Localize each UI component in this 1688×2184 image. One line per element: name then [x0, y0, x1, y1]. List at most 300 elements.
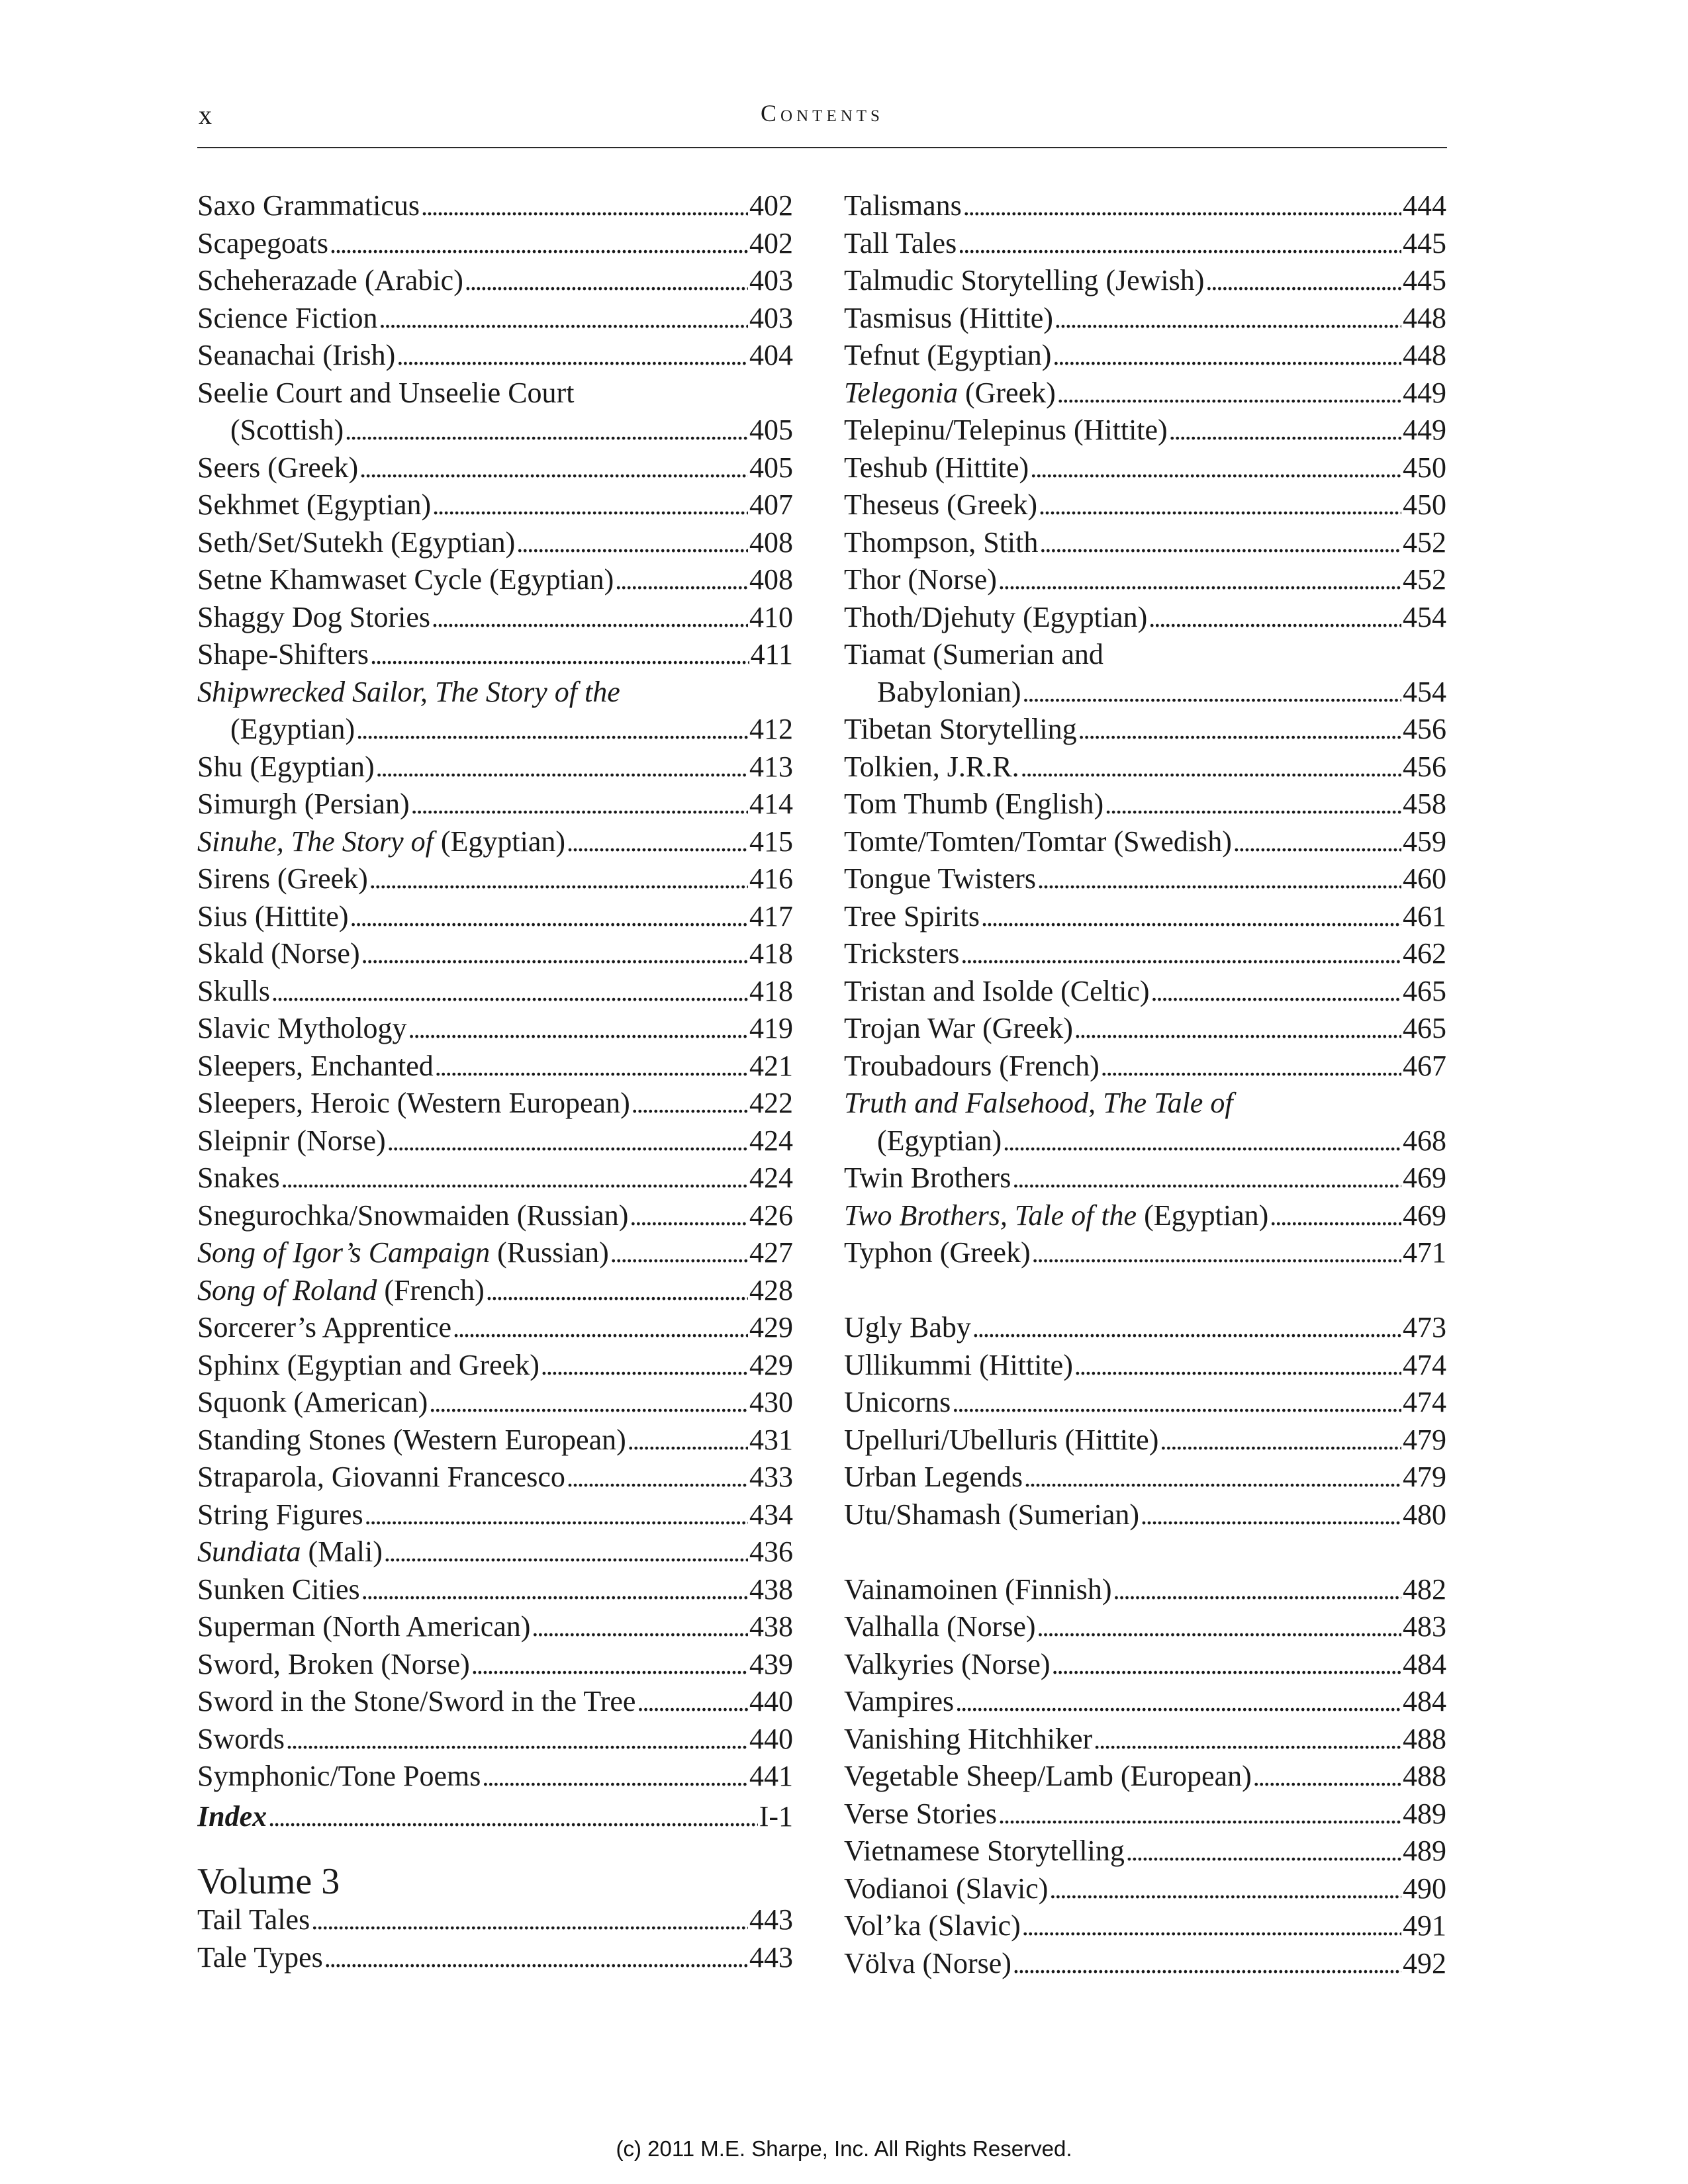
toc-entry-page: 468: [1403, 1124, 1446, 1157]
toc-entry-title: Scheherazade (Arabic): [197, 264, 463, 296]
toc-entry-title: Skald (Norse): [197, 937, 360, 970]
toc-entry-teshub-hittite[interactable]: [844, 449, 1446, 487]
running-head: Contents: [761, 100, 884, 126]
toc-entry-title: Teshub (Hittite): [844, 451, 1029, 484]
dot-leader: [955, 1683, 1401, 1721]
dot-leader: [311, 1901, 748, 1939]
dot-leader: [610, 1234, 748, 1272]
toc-entry-page: 431: [749, 1423, 793, 1456]
toc-entry-title: Troubadours (French): [844, 1049, 1100, 1082]
toc-entry-title: Vietnamese Storytelling: [844, 1835, 1125, 1867]
toc-entry-page: 416: [749, 862, 793, 895]
toc-entry-title: Thompson, Stith: [844, 525, 1039, 559]
toc-entry-tefnut-egyptian[interactable]: [844, 337, 1446, 375]
toc-entry-sundiata-mali[interactable]: [197, 1533, 793, 1571]
toc-entry-title: Talismans: [844, 189, 962, 222]
toc-entry-title: Sius (Hittite): [197, 899, 349, 933]
toc-entry-title: Tibetan Storytelling: [844, 713, 1077, 745]
toc-entry-page: 452: [1403, 563, 1446, 596]
toc-entry-page: 430: [749, 1386, 793, 1418]
toc-entry-thor-norse[interactable]: [844, 561, 1446, 599]
toc-entry-sleipnir-norse[interactable]: [197, 1122, 793, 1160]
toc-entry-page: 445: [1403, 226, 1446, 259]
toc-entry-page: 465: [1403, 1012, 1446, 1044]
dot-leader: [1030, 449, 1401, 487]
toc-entry-title: Sword, Broken (Norse): [197, 1647, 470, 1680]
toc-entry-sius-hittite[interactable]: [197, 898, 793, 936]
toc-entry-standing-stones-western-european[interactable]: [197, 1422, 793, 1459]
toc-entry-title: Sunken Cities: [197, 1572, 360, 1606]
toc-entry-upelluri-ubelluris-hittite[interactable]: [844, 1422, 1446, 1459]
toc-entry-page: 402: [749, 189, 793, 222]
dot-leader: [345, 412, 748, 449]
toc-entry-page: 433: [749, 1461, 793, 1493]
dot-leader: [1021, 749, 1401, 786]
toc-entry-title: Simurgh (Persian): [197, 788, 410, 820]
toc-entry-page: 405: [749, 414, 793, 446]
toc-entry-seth-set-sutekh-egyptian[interactable]: [197, 524, 793, 562]
toc-entry-page: 473: [1403, 1311, 1446, 1343]
toc-entry-title: Shaggy Dog Stories: [197, 600, 430, 633]
toc-entry-tomte-tomten-tomtar-swedish[interactable]: [844, 823, 1446, 861]
toc-entry-title: Tefnut (Egyptian): [844, 339, 1052, 371]
toc-entry-page: 474: [1403, 1348, 1446, 1381]
toc-entry-unicorns[interactable]: [844, 1384, 1446, 1422]
toc-entry-trojan-war-greek[interactable]: [844, 1010, 1446, 1048]
toc-entry-vol-ka-slavic[interactable]: [844, 1907, 1446, 1945]
dot-leader: [387, 1122, 748, 1160]
dot-leader: [1057, 375, 1401, 412]
toc-entry-title: Standing Stones (Western European): [197, 1423, 626, 1456]
toc-entry-title: Ugly Baby: [844, 1311, 971, 1343]
toc-entry-page: 440: [749, 1685, 793, 1717]
dot-leader: [1126, 1833, 1401, 1870]
toc-entry-title: Shipwrecked Sailor, The Story of the: [197, 675, 620, 708]
dot-leader: [628, 1422, 748, 1459]
toc-entry-title: Two Brothers, Tale of the (Egyptian): [844, 1199, 1269, 1232]
toc-entry-title: Slavic Mythology: [197, 1012, 407, 1044]
dot-leader: [1205, 262, 1401, 300]
toc-entry-sphinx-egyptian-and-greek[interactable]: [197, 1347, 793, 1385]
toc-entry-index[interactable]: [197, 1798, 793, 1836]
toc-entry-page: 404: [749, 339, 793, 371]
dot-leader: [1052, 1646, 1401, 1684]
dot-leader: [1049, 1870, 1401, 1908]
toc-entry-sunken-cities[interactable]: [197, 1571, 793, 1609]
toc-entry-sword-broken-norse[interactable]: [197, 1646, 793, 1684]
toc-entry-song-of-roland-french[interactable]: [197, 1272, 793, 1310]
toc-entry-page: 454: [1403, 675, 1446, 708]
toc-entry-symphonic-tone-poems[interactable]: [197, 1758, 793, 1796]
dot-leader: [1141, 1496, 1401, 1534]
toc-entry-page: 490: [1403, 1872, 1446, 1905]
toc-entry-page: 448: [1403, 301, 1446, 334]
toc-entry-tricksters[interactable]: [844, 935, 1446, 973]
toc-entry-skald-norse[interactable]: [197, 935, 793, 973]
toc-entry-title: Tall Tales: [844, 226, 957, 259]
toc-entry-page: 429: [749, 1311, 793, 1343]
toc-entry-typhon-greek[interactable]: [844, 1234, 1446, 1272]
toc-entry-title: Sinuhe, The Story of (Egyptian): [197, 825, 566, 858]
toc-entry-slavic-mythology[interactable]: [197, 1010, 793, 1048]
dot-leader: [1022, 1907, 1401, 1945]
toc-entry-page: 480: [1403, 1498, 1446, 1531]
dot-leader: [268, 1798, 758, 1836]
toc-entry-title: Sphinx (Egyptian and Greek): [197, 1348, 539, 1381]
toc-entry-page: 445: [1403, 264, 1446, 296]
toc-entry-page: 462: [1403, 937, 1446, 970]
toc-entry-two-brothers-tale-of-the-egyptian[interactable]: [844, 1197, 1446, 1235]
toc-entry-title: Typhon (Greek): [844, 1236, 1031, 1269]
toc-entry-title: Tolkien, J.R.R.: [844, 750, 1019, 783]
section-spacer: [844, 1533, 1446, 1571]
dot-leader: [1233, 823, 1401, 861]
toc-entry-title: (Scottish): [230, 414, 344, 446]
toc-entry-ugly-baby[interactable]: [844, 1309, 1446, 1347]
dot-leader: [271, 973, 748, 1011]
toc-entry-vodianoi-slavic[interactable]: [844, 1870, 1446, 1908]
dot-leader: [615, 561, 748, 599]
dot-leader: [1012, 1160, 1401, 1197]
toc-entry-page: 424: [749, 1161, 793, 1194]
toc-entry-scheherazade-arabic[interactable]: [197, 262, 793, 300]
dot-leader: [637, 1683, 748, 1721]
toc-entry-page: 405: [749, 451, 793, 484]
toc-entry-title: Tail Tales: [197, 1903, 310, 1936]
dot-leader: [567, 823, 748, 861]
toc-entry-page: 449: [1403, 376, 1446, 409]
toc-entry-page: 471: [1403, 1236, 1446, 1269]
dot-leader: [453, 1309, 748, 1347]
dot-leader: [532, 1608, 748, 1646]
toc-entry-vampires[interactable]: [844, 1683, 1446, 1721]
toc-entry-shaggy-dog-stories[interactable]: [197, 599, 793, 637]
dot-leader: [1053, 337, 1401, 375]
dot-leader: [369, 860, 748, 898]
toc-entry-twin-brothers[interactable]: [844, 1160, 1446, 1197]
toc-entry-title: Scapegoats: [197, 226, 328, 259]
toc-entry-title: Valkyries (Norse): [844, 1647, 1051, 1680]
toc-entry-tasmisus-hittite[interactable]: [844, 300, 1446, 338]
toc-entry-page: 479: [1403, 1461, 1446, 1493]
toc-entry-title: Tiamat (Sumerian and: [844, 638, 1103, 670]
toc-entry-title: Symphonic/Tone Poems: [197, 1760, 481, 1792]
toc-entry-string-figures[interactable]: [197, 1496, 793, 1534]
toc-entry-sorcerer-s-apprentice[interactable]: [197, 1309, 793, 1347]
dot-leader: [630, 1197, 748, 1235]
toc-entry-seelie-court-and-unseelie-court[interactable]: [197, 375, 793, 412]
dot-leader: [324, 1939, 748, 1977]
toc-entry-page: 450: [1403, 451, 1446, 484]
toc-entry-sword-in-the-stone-sword-in-the-tree[interactable]: [197, 1683, 793, 1721]
toc-entry-setne-khamwaset-cycle-egyptian[interactable]: [197, 561, 793, 599]
toc-entry-page: 421: [749, 1049, 793, 1082]
page-number: x: [199, 100, 212, 130]
toc-entry-page: 424: [749, 1124, 793, 1157]
dot-leader: [397, 337, 748, 375]
dot-leader: [567, 1459, 748, 1496]
toc-entry-saxo-grammaticus[interactable]: [197, 187, 793, 225]
toc-entry-title: Verse Stories: [844, 1797, 997, 1830]
toc-entry-sleepers-enchanted[interactable]: [197, 1048, 793, 1085]
toc-entry-page: 426: [749, 1199, 793, 1232]
toc-entry-page: 492: [1403, 1946, 1446, 1979]
toc-entry-title: Truth and Falsehood, The Tale of: [844, 1087, 1233, 1119]
toc-entry-truth-and-falsehood-the-tale-of[interactable]: [844, 1085, 1446, 1122]
dot-leader: [350, 898, 748, 936]
toc-entry-page: 440: [749, 1722, 793, 1755]
toc-entry-title: Snegurochka/Snowmaiden (Russian): [197, 1199, 629, 1232]
toc-entry-telepinu-telepinus-hittite[interactable]: [844, 412, 1446, 449]
toc-entry-title: Vol’ka (Slavic): [844, 1909, 1021, 1942]
toc-entry-title: Science Fiction: [197, 301, 378, 334]
toc-entry-utu-shamash-sumerian[interactable]: [844, 1496, 1446, 1534]
toc-entry-science-fiction[interactable]: [197, 300, 793, 338]
toc-entry-tom-thumb-english[interactable]: [844, 786, 1446, 823]
toc-entry-title: Thor (Norse): [844, 563, 997, 596]
toc-entry-v-lva-norse[interactable]: [844, 1945, 1446, 1983]
toc-entry-title: Sleipnir (Norse): [197, 1124, 386, 1157]
dot-leader: [952, 1384, 1401, 1422]
toc-entry-superman-north-american[interactable]: [197, 1608, 793, 1646]
dot-leader: [1149, 599, 1401, 637]
toc-entry-sirens-greek[interactable]: [197, 860, 793, 898]
right-column: [844, 187, 1446, 1982]
toc-entry-tail-tales[interactable]: [197, 1901, 793, 1939]
toc-entry-title: Tricksters: [844, 937, 960, 970]
toc-entry-title: Sleepers, Enchanted: [197, 1049, 434, 1082]
toc-entry-swords[interactable]: [197, 1721, 793, 1758]
toc-entry-squonk-american[interactable]: [197, 1384, 793, 1422]
toc-entry-title: Shu (Egyptian): [197, 750, 375, 783]
toc-entry-page: 411: [750, 638, 793, 670]
toc-entry-page: 418: [749, 974, 793, 1007]
toc-entry-tristan-and-isolde-celtic[interactable]: [844, 973, 1446, 1011]
toc-entry-page: 489: [1403, 1835, 1446, 1867]
toc-entry-simurgh-persian[interactable]: [197, 786, 793, 823]
toc-entry-title: Vainamoinen (Finnish): [844, 1572, 1112, 1606]
toc-entry-vanishing-hitchhiker[interactable]: [844, 1721, 1446, 1758]
toc-entry-theseus-greek[interactable]: [844, 486, 1446, 524]
toc-entry-page: 484: [1403, 1647, 1446, 1680]
dot-leader: [384, 1533, 748, 1571]
toc-entry-shu-egyptian[interactable]: [197, 749, 793, 786]
toc-entry-telegonia-greek[interactable]: [844, 375, 1446, 412]
toc-entry-tiamat-sumerian-and[interactable]: [844, 636, 1446, 674]
toc-entry-page: 410: [749, 600, 793, 633]
toc-entry-vegetable-sheep-lamb-european[interactable]: [844, 1758, 1446, 1796]
toc-entry-snakes[interactable]: [197, 1160, 793, 1197]
toc-entry-tall-tales[interactable]: [844, 225, 1446, 263]
toc-entry-title: Sekhmet (Egyptian): [197, 488, 432, 521]
toc-entry-shape-shifters[interactable]: [197, 636, 793, 674]
toc-entry-page: 412: [749, 713, 793, 745]
toc-entry-page: 448: [1403, 339, 1446, 371]
toc-entry-title: String Figures: [197, 1498, 363, 1531]
dot-leader: [972, 1309, 1401, 1347]
toc-entry-page: 402: [749, 226, 793, 259]
dot-leader: [330, 225, 748, 263]
volume-heading: Volume 3: [197, 1861, 340, 1902]
dot-leader: [286, 1721, 748, 1758]
toc-entry-page: 488: [1403, 1760, 1446, 1792]
toc-entry-title: Trojan War (Greek): [844, 1012, 1073, 1044]
dot-leader: [998, 561, 1401, 599]
toc-entry-page: 403: [749, 301, 793, 334]
dot-leader: [376, 749, 748, 786]
toc-entry-page: 482: [1403, 1572, 1446, 1606]
toc-entry-title: Sorcerer’s Apprentice: [197, 1311, 452, 1343]
dot-leader: [1037, 1608, 1401, 1646]
dot-leader: [359, 449, 748, 487]
toc-entry-title: Twin Brothers: [844, 1161, 1011, 1194]
dot-leader: [981, 898, 1401, 936]
toc-entry-title: Tasmisus (Hittite): [844, 301, 1053, 334]
toc-entry-urban-legends[interactable]: [844, 1459, 1446, 1496]
toc-entry-seers-greek[interactable]: [197, 449, 793, 487]
toc-entry-page: 489: [1403, 1797, 1446, 1830]
toc-entry-vietnamese-storytelling[interactable]: [844, 1833, 1446, 1870]
toc-entry-page: 438: [749, 1610, 793, 1643]
toc-entry-title: (Egyptian): [230, 713, 355, 745]
toc-entry-page: 456: [1403, 750, 1446, 783]
toc-entry-vainamoinen-finnish[interactable]: [844, 1571, 1446, 1609]
toc-entry-page: 465: [1403, 974, 1446, 1007]
toc-entry-title: Talmudic Storytelling (Jewish): [844, 264, 1205, 296]
toc-entry-title: Tristan and Isolde (Celtic): [844, 974, 1150, 1007]
dot-leader: [465, 262, 748, 300]
toc-entry-title: Tom Thumb (English): [844, 788, 1104, 820]
dot-leader: [1074, 1347, 1401, 1385]
toc-entry-scottish[interactable]: [197, 412, 793, 449]
toc-entry-song-of-igor-s-campaign-russian[interactable]: [197, 1234, 793, 1272]
toc-entry-page: 403: [749, 264, 793, 296]
toc-entry-troubadours-french[interactable]: [844, 1048, 1446, 1085]
toc-entry-title: Setne Khamwaset Cycle (Egyptian): [197, 563, 614, 596]
dot-leader: [961, 935, 1401, 973]
toc-entry-thompson-stith[interactable]: [844, 524, 1446, 562]
toc-entry-title: Seanachai (Irish): [197, 339, 396, 371]
toc-entry-title: Vodianoi (Slavic): [844, 1872, 1049, 1905]
toc-entry-title: Snakes: [197, 1161, 280, 1194]
toc-entry-thoth-djehuty-egyptian[interactable]: [844, 599, 1446, 637]
toc-entry-page: 422: [749, 1087, 793, 1119]
toc-entry-title: Tale Types: [197, 1940, 323, 1974]
toc-entry-valhalla-norse[interactable]: [844, 1608, 1446, 1646]
toc-entry-title: Swords: [197, 1722, 285, 1755]
dot-leader: [1105, 786, 1401, 823]
toc-entry-page: 419: [749, 1012, 793, 1044]
toc-entry-shipwrecked-sailor-the-story-of-the[interactable]: [197, 674, 793, 711]
dot-leader: [432, 486, 748, 524]
toc-entry-babylonian[interactable]: [844, 674, 1446, 711]
toc-entry-title: Vampires: [844, 1685, 955, 1717]
toc-entry-ullikummi-hittite[interactable]: [844, 1347, 1446, 1385]
toc-entry-page: 467: [1403, 1049, 1446, 1082]
toc-entry-page: 469: [1403, 1199, 1446, 1232]
toc-entry-sinuhe-the-story-of-egyptian[interactable]: [197, 823, 793, 861]
toc-entry-title: Tree Spirits: [844, 899, 980, 933]
toc-entry-tibetan-storytelling[interactable]: [844, 711, 1446, 749]
toc-entry-tolkien-j-r-r[interactable]: [844, 749, 1446, 786]
dot-leader: [1160, 1422, 1401, 1459]
toc-entry-title: Sword in the Stone/Sword in the Tree: [197, 1685, 636, 1717]
dot-leader: [435, 1048, 748, 1085]
toc-entry-snegurochka-snowmaiden-russian[interactable]: [197, 1197, 793, 1235]
toc-entry-tongue-twisters[interactable]: [844, 860, 1446, 898]
dot-leader: [1024, 1459, 1401, 1496]
dot-leader: [998, 1796, 1401, 1833]
toc-entry-page: 491: [1403, 1909, 1446, 1942]
toc-entry-skulls[interactable]: [197, 973, 793, 1011]
toc-entry-verse-stories[interactable]: [844, 1796, 1446, 1833]
dot-leader: [361, 935, 748, 973]
toc-entry-page: 415: [749, 825, 793, 858]
toc-entry-title: Sleepers, Heroic (Western European): [197, 1087, 630, 1119]
dot-leader: [1253, 1758, 1401, 1796]
toc-entry-page: 484: [1403, 1685, 1446, 1717]
toc-entry-valkyries-norse[interactable]: [844, 1646, 1446, 1684]
toc-entry-title: Urban Legends: [844, 1461, 1023, 1493]
dot-leader: [411, 786, 748, 823]
dot-leader: [1113, 1571, 1401, 1609]
toc-entry-tree-spirits[interactable]: [844, 898, 1446, 936]
toc-entry-straparola-giovanni-francesco[interactable]: [197, 1459, 793, 1496]
toc-entry-title: Shape-Shifters: [197, 638, 369, 670]
toc-entry-page: 428: [749, 1273, 793, 1306]
toc-entry-seanachai-irish[interactable]: [197, 337, 793, 375]
toc-entry-title: Valhalla (Norse): [844, 1610, 1036, 1643]
toc-entry-egyptian[interactable]: [844, 1122, 1446, 1160]
dot-leader: [1003, 1122, 1401, 1160]
toc-entry-page: 443: [749, 1903, 793, 1936]
toc-entry-tale-types[interactable]: [197, 1939, 793, 1977]
dot-leader: [1039, 524, 1401, 562]
section-spacer: [844, 1272, 1446, 1310]
toc-entry-sleepers-heroic-western-european[interactable]: [197, 1085, 793, 1122]
dot-leader: [408, 1010, 748, 1048]
toc-entry-title: Telegonia (Greek): [844, 376, 1056, 409]
toc-entry-scapegoats[interactable]: [197, 225, 793, 263]
toc-entry-title: Squonk (American): [197, 1386, 428, 1418]
dot-leader: [1013, 1945, 1401, 1983]
toc-entry-egyptian[interactable]: [197, 711, 793, 749]
toc-entry-page: 407: [749, 488, 793, 521]
toc-entry-title: Skulls: [197, 974, 271, 1007]
toc-entry-title: Vegetable Sheep/Lamb (European): [844, 1760, 1252, 1792]
toc-entry-talmudic-storytelling-jewish[interactable]: [844, 262, 1446, 300]
dot-leader: [541, 1347, 748, 1385]
dot-leader: [356, 711, 748, 749]
toc-entry-page: 434: [749, 1498, 793, 1531]
toc-entry-page: 450: [1403, 488, 1446, 521]
toc-entry-page: 488: [1403, 1722, 1446, 1755]
dot-leader: [958, 225, 1401, 263]
toc-entry-title: Babylonian): [877, 675, 1021, 708]
toc-entry-title: Ullikummi (Hittite): [844, 1348, 1073, 1381]
page-header: [197, 99, 1447, 148]
dot-leader: [1055, 300, 1401, 338]
dot-leader: [963, 187, 1401, 225]
dot-leader: [482, 1758, 748, 1796]
toc-entry-page: 483: [1403, 1610, 1446, 1643]
left-column: [197, 187, 793, 1976]
toc-entry-sekhmet-egyptian[interactable]: [197, 486, 793, 524]
dot-leader: [1032, 1234, 1401, 1272]
toc-entry-page: 438: [749, 1572, 793, 1606]
toc-entry-talismans[interactable]: [844, 187, 1446, 225]
toc-entry-title: Song of Igor’s Campaign (Russian): [197, 1236, 609, 1269]
